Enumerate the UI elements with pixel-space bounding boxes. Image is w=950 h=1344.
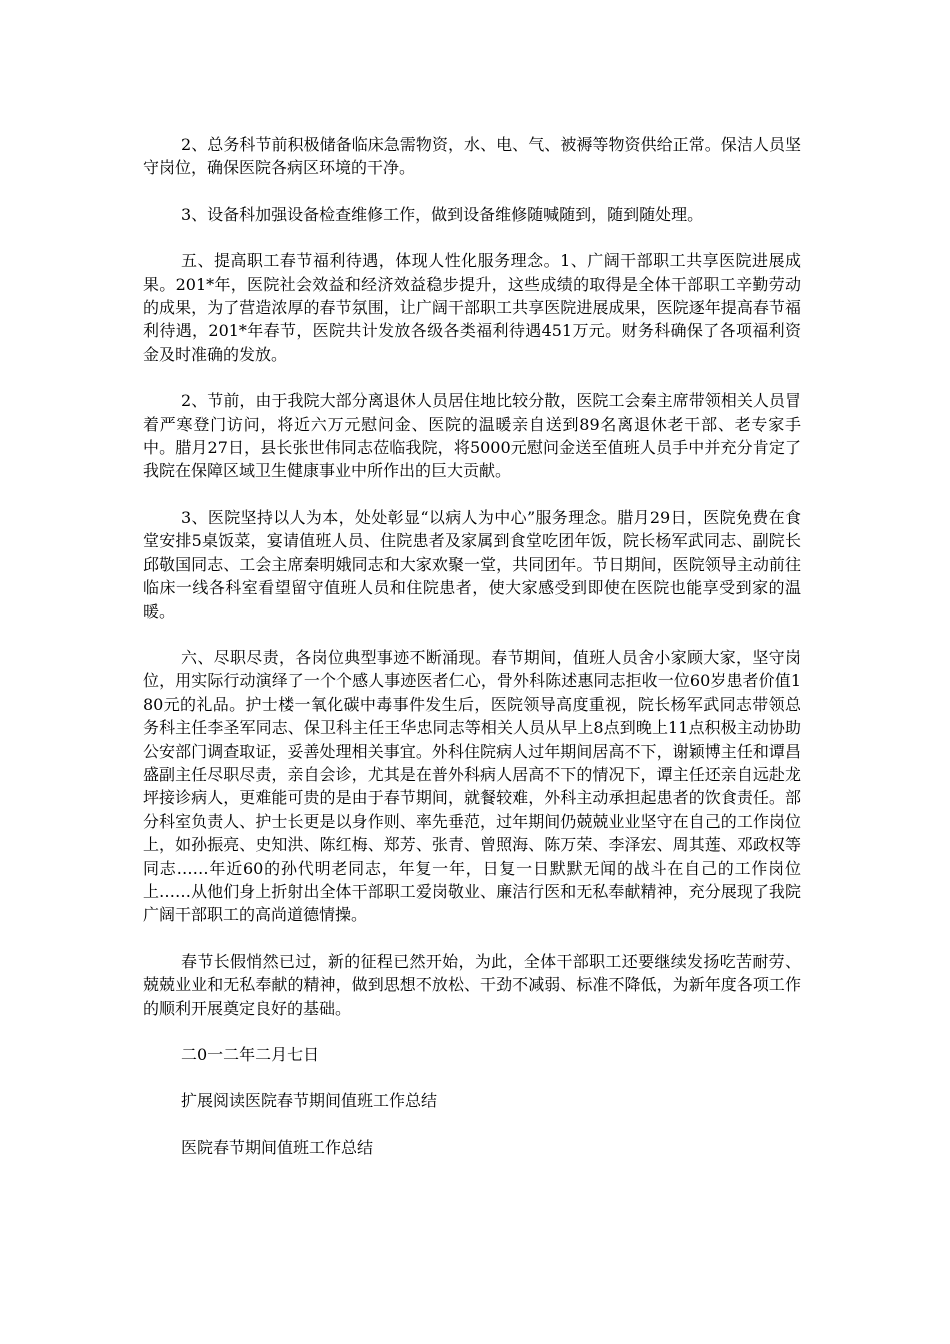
document-body <box>143 133 801 1182</box>
document-date: 二0一二年二月七日 <box>181 1045 320 1064</box>
paragraph-logistics-supplies: 2、总务科节前积极储备临床急需物资，水、电、气、被褥等物资供给正常。保洁人员坚守岗位，确保医院各病区环境的干净。 <box>143 135 801 178</box>
paragraph-conclusion: 春节长假悄然已过，新的征程已然开始，为此，全体干部职工还要继续发扬吃苦耐劳、兢兢业业和无私奉献的精神，做到思想不放松、干劲不减弱、标准不降低，为新年度各项工作的顺利开展奠定良好的基础。 <box>143 951 801 1018</box>
paragraph-exemplary-deeds: 六、尽职尽责，各岗位典型事迹不断涌现。春节期间，值班人员舍小家顾大家，坚守岗位，用实际行动演绎了一个个感人事迹医者仁心，骨外科陈述惠同志拒收一位60岁患者价值180元的礼品。护士楼一氧化碳中毒事件发生后，医院领导高度重视，院长杨军武同志带领总务科主任李圣军同志、保卫科主任王华忠同志等相关人员从早上8点到晚上11点积极主动协助公安部门调查取证，妥善处理相关事宜。外科住院病人过年期间居高不下，谢颖博主任和谭昌盛副主任尽职尽责，亲自会诊，尤其是在普外科病人居高不下的情况下，谭主任还亲自远赴龙坪接诊病人，更难能可贵的是由于春节期间，就餐较难，外科主动承担起患者的饮食责任。部分科室负责人、护士长更是以身作则、率先垂范，过年期间仍兢兢业业坚守在自己的工作岗位上，如孙振亮、史知洪、陈红梅、郑芳、张青、曾照海、陈万荣、李泽宏、周其莲、邓政权等同志……年近60的孙代明老同志，年复一年，日复一日默默无闻的战斗在自己的工作岗位上……从他们身上折射出全体干部职工爱岗敬业、廉洁行医和无私奉献精神，充分展现了我院广阔干部职工的高尚道德情操。 <box>143 647 801 925</box>
paragraph-retiree-visits: 2、节前，由于我院大部分离退休人员居住地比较分散，医院工会秦主席带领相关人员冒着严寒登门访问，将近六万元慰问金、医院的温暖亲自送到89名离退休老干部、老专家手中。腊月27日，县长张世伟同志莅临我院，将5000元慰问金送至值班人员手中并充分肯定了我院在保障区域卫生健康事业中所作出的巨大贡献。 <box>143 391 801 481</box>
paragraph-patient-centered-service: 3、医院坚持以人为本，处处彰显“以病人为中心”服务理念。腊月29日，医院免费在食堂安排5桌饭菜，宴请值班人员、住院患者及家属到食堂吃团年饭，院长杨军武同志、副院长邱敬国同志、工会主席秦明娥同志和大家欢聚一堂，共同团年。节日期间，医院领导主动前往临床一线各科室看望留守值班人员和住院患者，使大家感受到即使在医院也能享受到家的温暖。 <box>143 507 801 621</box>
paragraph-equipment-maintenance: 3、设备科加强设备检查维修工作，做到设备维修随喊随到，随到随处理。 <box>181 204 704 224</box>
section-title: 医院春节期间值班工作总结 <box>181 1137 374 1157</box>
paragraph-staff-welfare: 五、提高职工春节福利待遇，体现人性化服务理念。1、广阔干部职工共享医院进展成果。201*年，医院社会效益和经济效益稳步提升，这些成绩的取得是全体干部职工辛勤劳动的成果，为了营造浓厚的春节氛围，让广阔干部职工共享医院进展成果，医院逐年提高春节福利待遇，201*年春节，医院共计发放各级各类福利待遇451万元。财务科确保了各项福利资金及时准确的发放。 <box>143 251 801 364</box>
extended-reading-heading: 扩展阅读医院春节期间值班工作总结 <box>181 1091 438 1111</box>
